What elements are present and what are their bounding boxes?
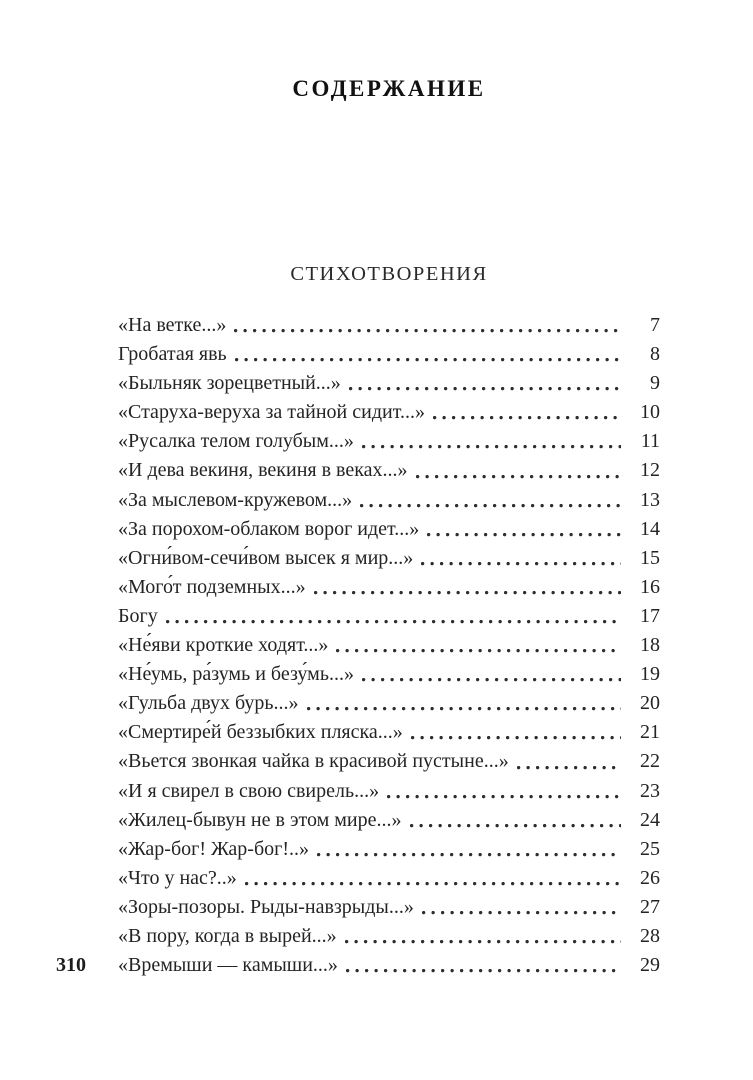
toc-entry-page: 22 xyxy=(640,750,660,773)
toc-entry xyxy=(118,427,660,456)
toc-dot-leader xyxy=(336,631,621,660)
toc-dot-leader xyxy=(360,486,621,515)
toc-entry-title: «Не́умь, ра́зумь и безу́мь...» xyxy=(118,663,354,686)
toc-entry-page: 24 xyxy=(640,808,660,831)
toc-entry-title: «Времыши — камыши...» xyxy=(118,954,338,977)
toc-entry-title: «Русалка телом голубым...» xyxy=(118,430,354,453)
toc-entry-page: 16 xyxy=(640,575,660,598)
toc-entry-title: «За мыслевом-кружевом...» xyxy=(118,488,353,511)
toc-entry-page: 19 xyxy=(640,663,660,686)
toc-entry-title: «И дева векиня, векиня в веках...» xyxy=(118,459,408,482)
toc-entry-title: «Старуха-веруха за тайной сидит...» xyxy=(118,401,425,424)
toc-entry-page: 14 xyxy=(640,517,660,540)
toc-entry-page: 9 xyxy=(650,372,660,395)
toc-entry-page: 20 xyxy=(640,692,660,715)
toc-entry xyxy=(118,573,660,602)
toc-dot-leader xyxy=(346,951,621,980)
toc-entry-page: 29 xyxy=(640,954,660,977)
toc-dot-leader xyxy=(362,427,621,456)
toc-entry xyxy=(118,456,660,485)
toc-entry xyxy=(118,806,660,835)
toc-dot-leader xyxy=(422,893,621,922)
toc-entry-title: «И я свирел в свою свирель...» xyxy=(118,779,380,802)
toc-entry xyxy=(118,369,660,398)
section-heading-poems: СТИХОТВОРЕНИЯ xyxy=(290,263,488,285)
toc-dot-leader xyxy=(387,777,621,806)
toc-entry-page: 11 xyxy=(640,430,660,453)
toc-entry xyxy=(118,660,660,689)
toc-entry xyxy=(118,922,660,951)
toc-entry-page: 18 xyxy=(640,634,660,657)
toc-entry-page: 17 xyxy=(640,604,660,627)
toc-entry-title: «На ветке...» xyxy=(118,314,227,336)
toc-dot-leader xyxy=(517,747,621,776)
toc-dot-leader xyxy=(433,398,621,427)
toc-dot-leader xyxy=(345,922,621,951)
toc-entry-page: 28 xyxy=(640,924,660,947)
toc-entry-title: «Смертире́й беззыбких пляска...» xyxy=(118,721,403,744)
toc-entry-page: 7 xyxy=(650,314,660,336)
toc-entry xyxy=(118,515,660,544)
toc-entry xyxy=(118,689,660,718)
toc-entry-page: 13 xyxy=(640,488,660,511)
toc-entry-title: «Не́яви кроткие ходят...» xyxy=(118,634,329,657)
toc-entry xyxy=(118,864,660,893)
toc-entry-title: «Мого́т подземных...» xyxy=(118,575,306,598)
toc-dot-leader xyxy=(421,544,621,573)
toc-entry xyxy=(118,398,660,427)
toc-entry xyxy=(118,951,660,980)
toc-entry-title: «За порохом-облаком ворог идет...» xyxy=(118,517,420,540)
toc-entry-title: «В пору, когда в вырей...» xyxy=(118,924,337,947)
toc-entry-title: Богу xyxy=(118,604,158,627)
toc-entry xyxy=(118,631,660,660)
toc-entry-page: 23 xyxy=(640,779,660,802)
toc-entry-title: «Вьется звонкая чайка в красивой пустыне...» xyxy=(118,750,509,773)
toc-entry-title: «Жар-бог! Жар-бог!..» xyxy=(118,837,309,860)
toc-entry xyxy=(118,602,660,631)
toc-entry-page: 25 xyxy=(640,837,660,860)
toc-entry-page: 8 xyxy=(650,343,660,366)
toc-entry-page: 27 xyxy=(640,895,660,918)
toc-entry-page: 15 xyxy=(640,546,660,569)
toc-entry xyxy=(118,311,660,340)
contents-title: СОДЕРЖАНИЕ xyxy=(292,76,486,101)
toc-dot-leader xyxy=(427,515,621,544)
toc-entry xyxy=(118,777,660,806)
toc-entry-title: «Зоры-позоры. Рыды-навзрыды...» xyxy=(118,895,414,918)
toc-entry-title: «Гульба двух бурь...» xyxy=(118,692,299,715)
toc-dot-leader xyxy=(416,456,621,485)
toc-dot-leader xyxy=(307,689,621,718)
toc-dot-leader xyxy=(245,864,621,893)
toc-entry-page: 12 xyxy=(640,459,660,482)
toc-entry xyxy=(118,747,660,776)
toc-dot-leader xyxy=(411,718,621,747)
toc-entry xyxy=(118,893,660,922)
page-number: 310 xyxy=(56,954,86,976)
toc-entry-title: «Быльняк зорецветный...» xyxy=(118,372,341,395)
toc-dot-leader xyxy=(166,602,621,631)
toc-dot-leader xyxy=(234,311,621,340)
toc-dot-leader xyxy=(317,835,621,864)
toc-entry-page: 26 xyxy=(640,866,660,889)
toc-dot-leader xyxy=(314,573,621,602)
toc-entry xyxy=(118,486,660,515)
toc-list xyxy=(118,311,660,980)
toc-dot-leader xyxy=(349,369,621,398)
toc-entry-page: 10 xyxy=(640,401,660,424)
toc-entry-title: «Огни́вом-сечи́вом высек я мир...» xyxy=(118,546,414,569)
toc-entry xyxy=(118,544,660,573)
toc-dot-leader xyxy=(410,806,621,835)
toc-dot-leader xyxy=(235,340,621,369)
toc-entry-title: «Жилец-бывун не в этом мире...» xyxy=(118,808,402,831)
toc-entry-title: «Что у нас?..» xyxy=(118,866,237,889)
toc-entry-page: 21 xyxy=(640,721,660,744)
toc-entry-title: Гробатая явь xyxy=(118,343,227,366)
toc-entry xyxy=(118,340,660,369)
toc-dot-leader xyxy=(362,660,621,689)
toc-entry xyxy=(118,835,660,864)
toc-entry xyxy=(118,718,660,747)
